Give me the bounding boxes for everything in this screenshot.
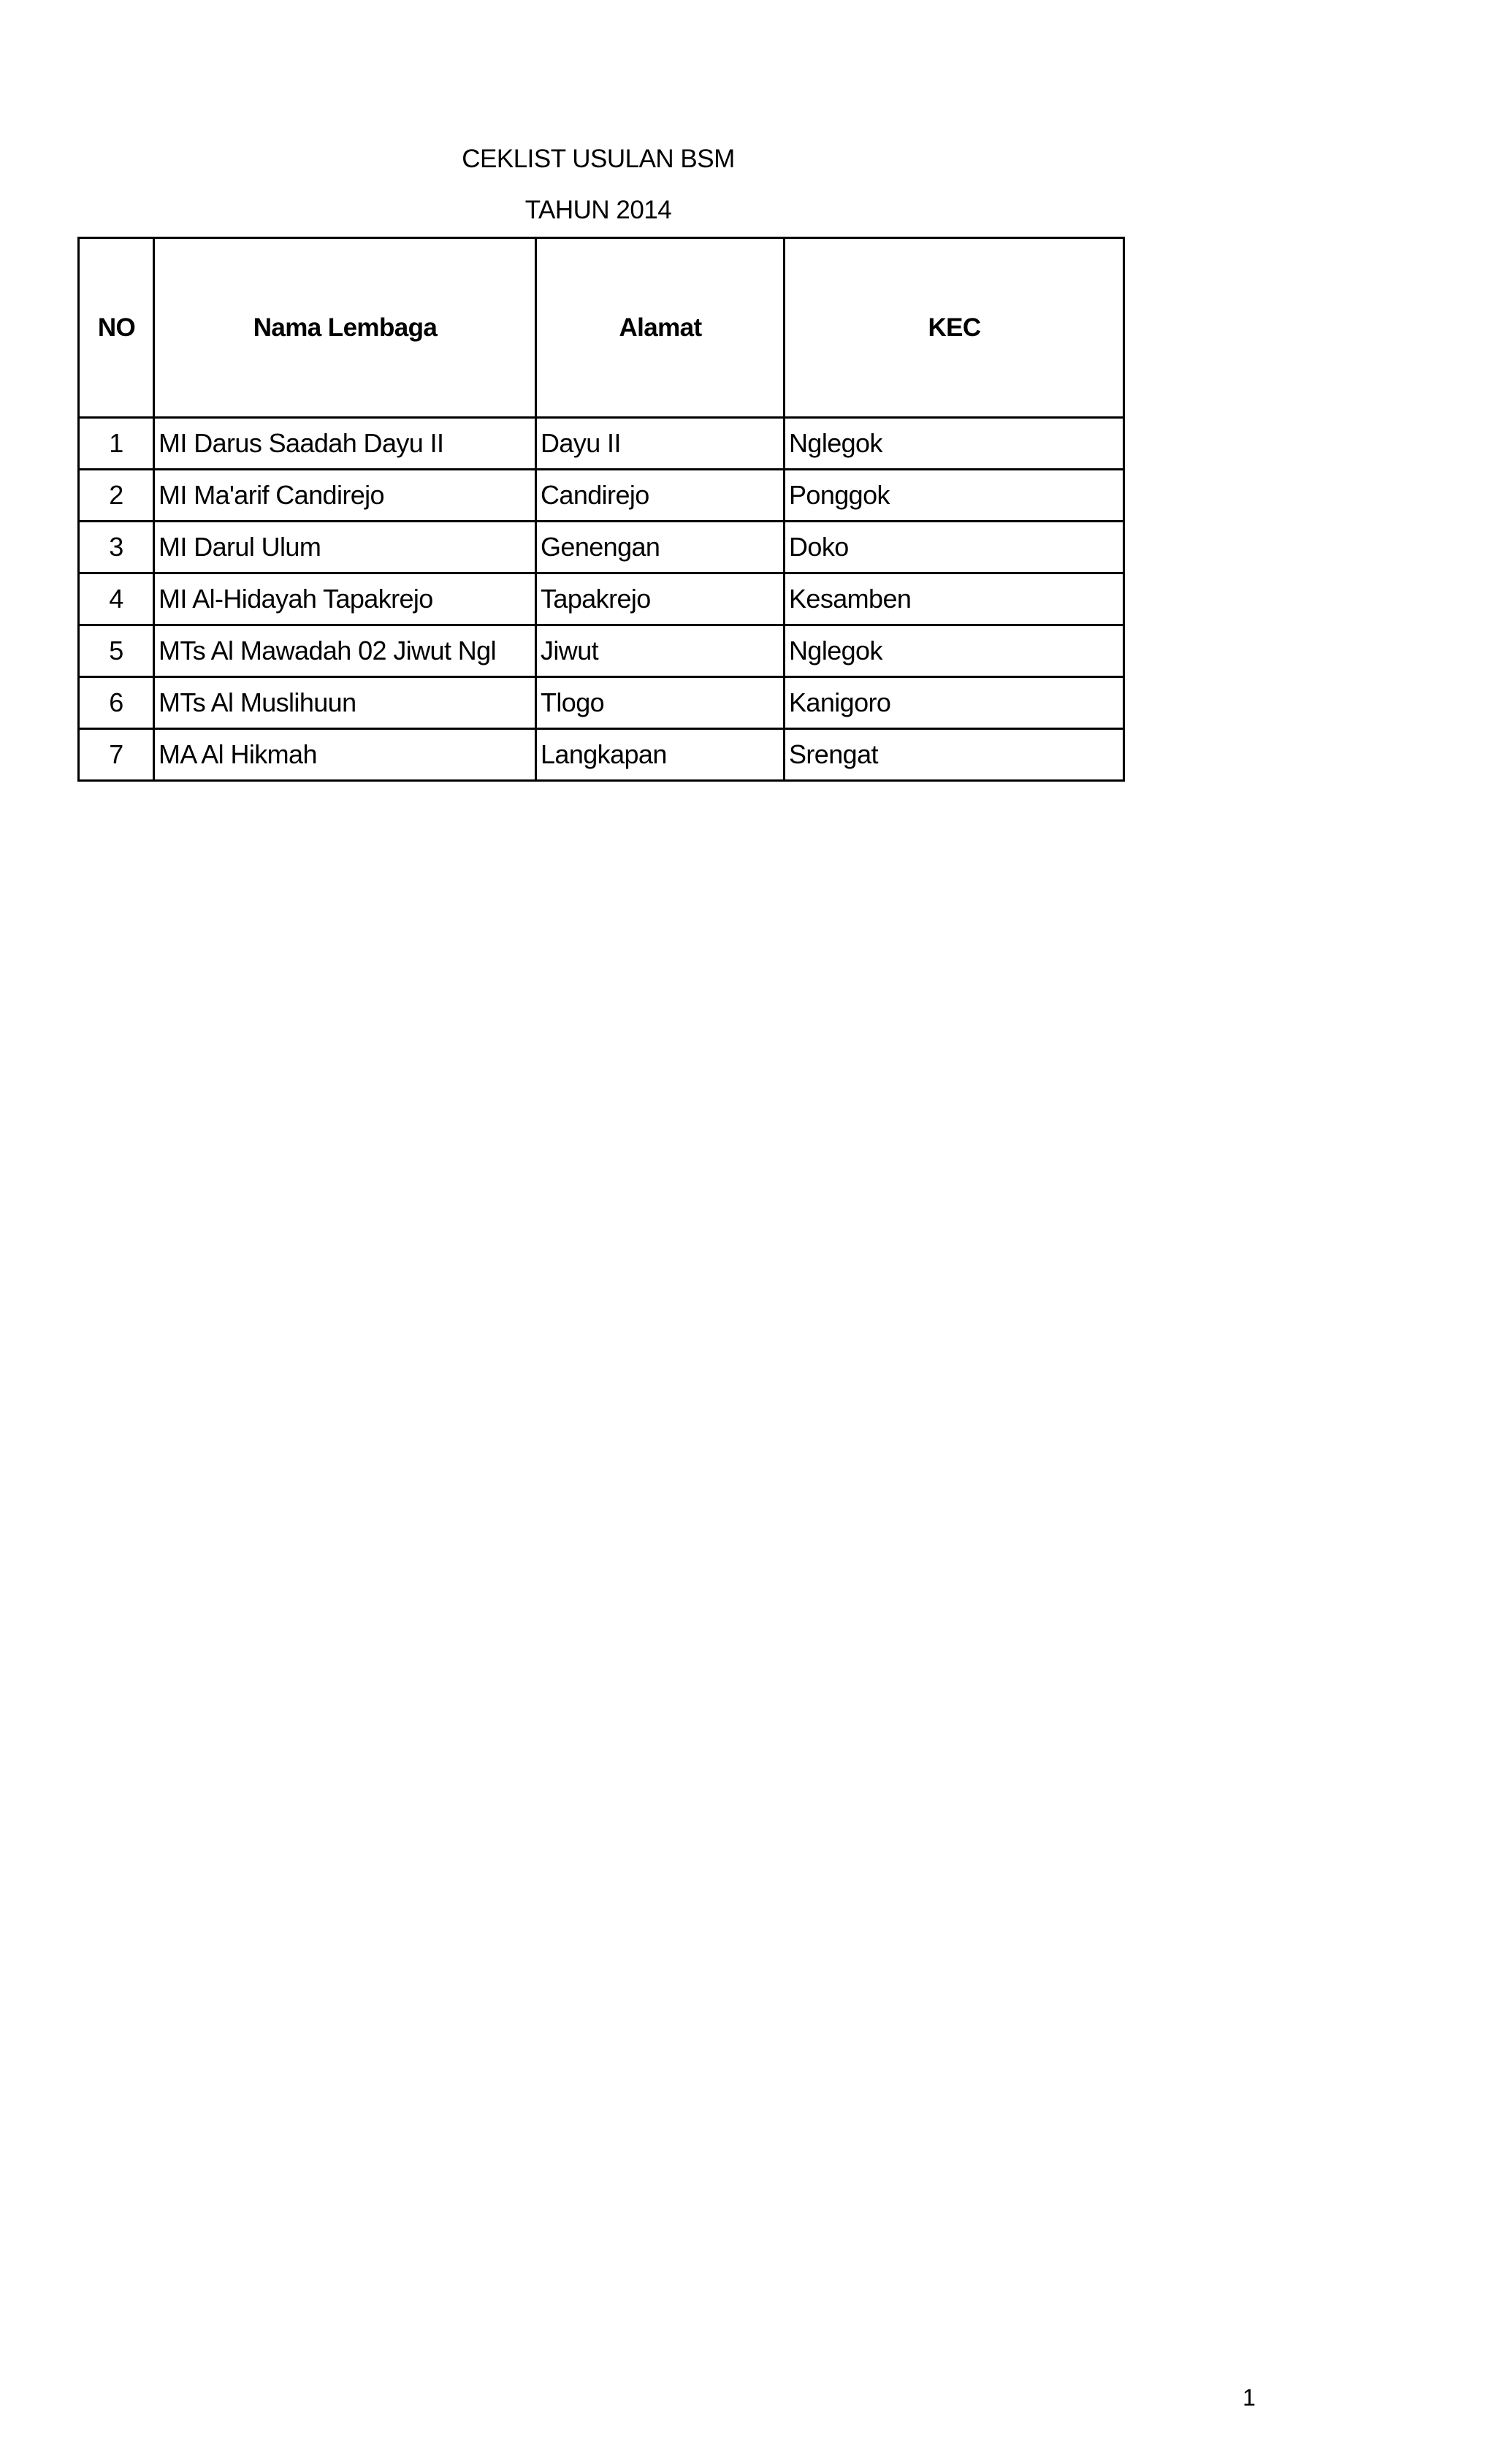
cell-kec: Srengat <box>785 729 1124 781</box>
cell-no: 4 <box>79 573 154 625</box>
table-row <box>79 522 1124 573</box>
header-alamat: Alamat <box>536 238 785 418</box>
cell-alamat: Genengan <box>536 522 785 573</box>
header-kec: KEC <box>785 238 1124 418</box>
cell-no: 6 <box>79 677 154 729</box>
table-header-row <box>79 238 1124 418</box>
cell-kec: Kesamben <box>785 573 1124 625</box>
institution-table <box>77 237 1125 782</box>
cell-kec: Kanigoro <box>785 677 1124 729</box>
cell-alamat: Tlogo <box>536 677 785 729</box>
header-no: NO <box>79 238 154 418</box>
cell-alamat: Candirejo <box>536 470 785 522</box>
document-title: CEKLIST USULAN BSM <box>462 145 735 173</box>
cell-no: 1 <box>79 418 154 470</box>
cell-kec: Doko <box>785 522 1124 573</box>
table-row <box>79 677 1124 729</box>
cell-nama-lembaga: MA Al Hikmah <box>154 729 536 781</box>
table-row <box>79 573 1124 625</box>
page-number: 1 <box>1243 2384 1256 2411</box>
cell-kec: Ponggok <box>785 470 1124 522</box>
cell-alamat: Langkapan <box>536 729 785 781</box>
table-row <box>79 625 1124 677</box>
cell-alamat: Jiwut <box>536 625 785 677</box>
table-row <box>79 729 1124 781</box>
cell-kec: Nglegok <box>785 418 1124 470</box>
cell-alamat: Tapakrejo <box>536 573 785 625</box>
cell-no: 5 <box>79 625 154 677</box>
cell-nama-lembaga: MI Al-Hidayah Tapakrejo <box>154 573 536 625</box>
document-subtitle: TAHUN 2014 <box>524 196 672 224</box>
cell-nama-lembaga: MI Darul Ulum <box>154 522 536 573</box>
cell-alamat: Dayu II <box>536 418 785 470</box>
cell-nama-lembaga: MI Ma'arif Candirejo <box>154 470 536 522</box>
cell-nama-lembaga: MTs Al Muslihuun <box>154 677 536 729</box>
cell-nama-lembaga: MTs Al Mawadah 02 Jiwut Ngl <box>154 625 536 677</box>
table-row <box>79 470 1124 522</box>
header-nama-lembaga: Nama Lembaga <box>154 238 536 418</box>
cell-no: 2 <box>79 470 154 522</box>
table-row <box>79 418 1124 470</box>
cell-no: 7 <box>79 729 154 781</box>
cell-kec: Nglegok <box>785 625 1124 677</box>
cell-no: 3 <box>79 522 154 573</box>
cell-nama-lembaga: MI Darus Saadah Dayu II <box>154 418 536 470</box>
